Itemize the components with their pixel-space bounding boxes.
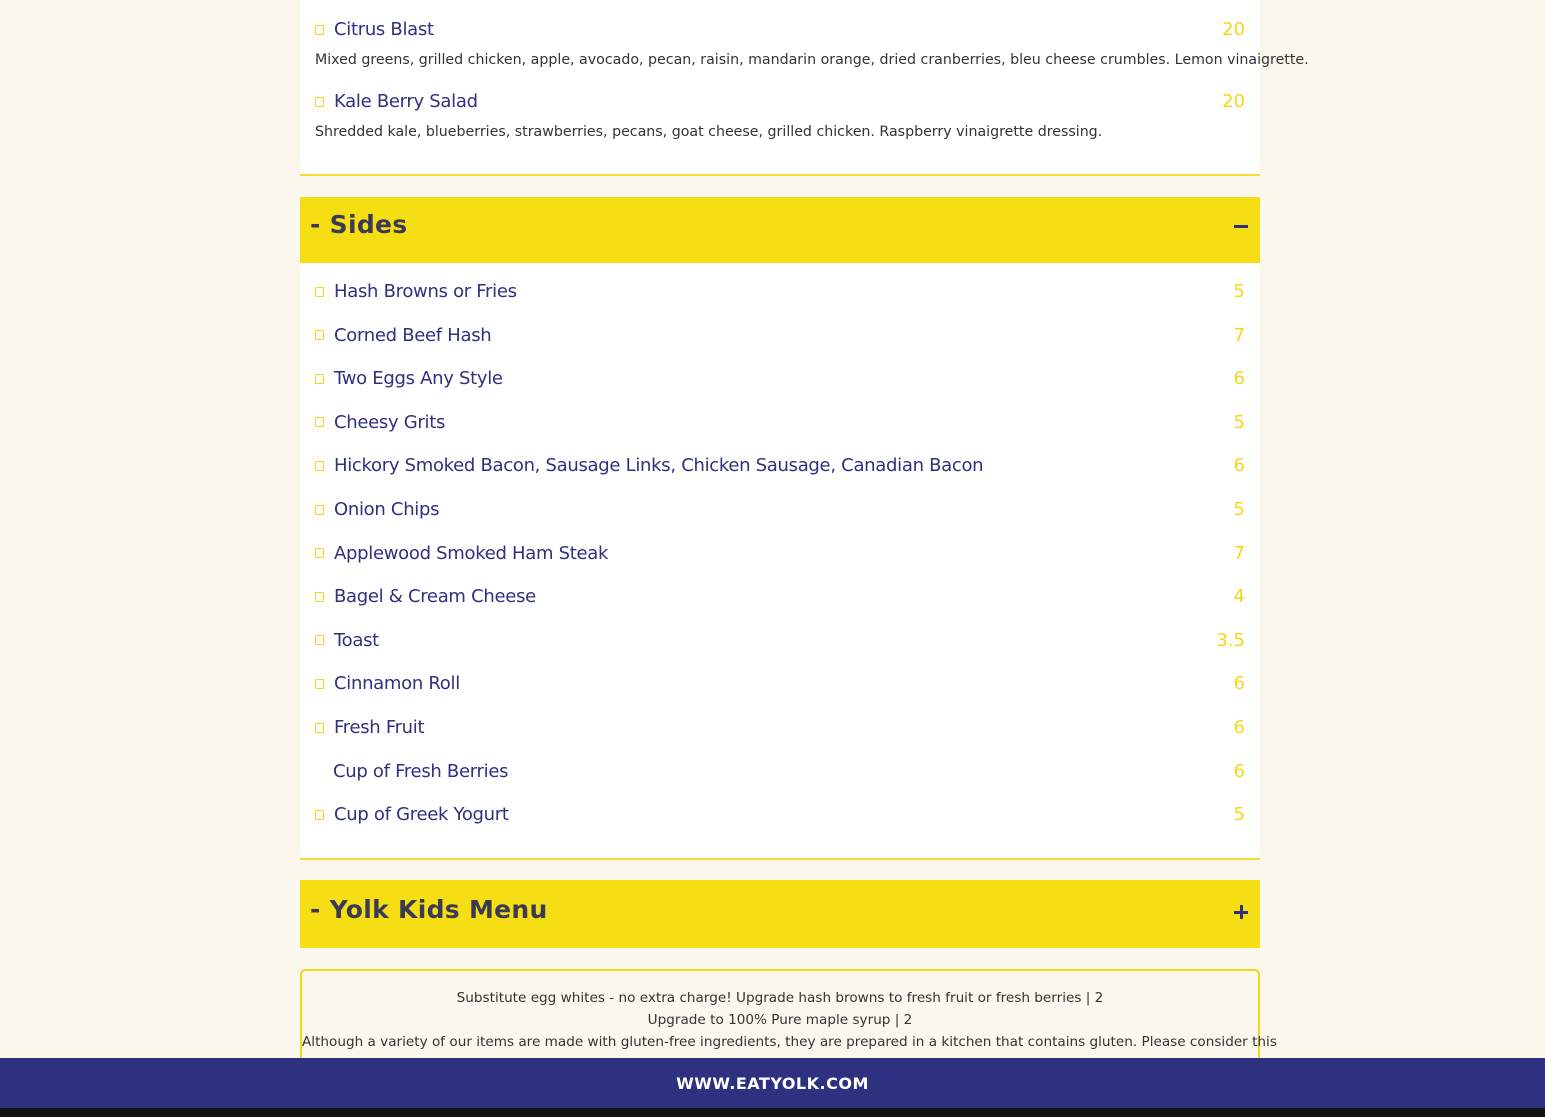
note-line: Substitute egg whites - no extra charge! Upgrade hash browns to fresh fruit or fresh berries | 2 bbox=[456, 990, 1104, 1006]
item-price: 5 bbox=[1233, 804, 1245, 826]
section-title: - Sides bbox=[310, 210, 408, 239]
item-description: Mixed greens, grilled chicken, apple, avocado, pecan, raisin, mandarin orange, dried cranberries, bleu cheese crumbles. Lemon vinaigrette. bbox=[315, 52, 1309, 68]
item-name: Cinnamon Roll bbox=[334, 673, 460, 695]
item-price: 20 bbox=[1222, 91, 1245, 112]
side-item[interactable] bbox=[315, 325, 1245, 346]
item-name: Toast bbox=[334, 629, 379, 651]
side-item[interactable] bbox=[315, 281, 1245, 302]
item-price: 5 bbox=[1233, 499, 1245, 520]
item-price: 4 bbox=[1233, 586, 1245, 608]
minus-icon[interactable] bbox=[1234, 219, 1248, 233]
menu-item-kale-berry-salad[interactable] bbox=[315, 91, 1245, 112]
checkbox-icon[interactable] bbox=[315, 505, 324, 515]
item-name: Hickory Smoked Bacon, Sausage Links, Chicken Sausage, Canadian Bacon bbox=[334, 455, 984, 477]
checkbox-icon[interactable] bbox=[315, 810, 324, 820]
note-line: Upgrade to 100% Pure maple syrup | 2 bbox=[647, 1012, 913, 1028]
item-name: Onion Chips bbox=[334, 499, 440, 520]
kids-section-header[interactable] bbox=[300, 880, 1260, 948]
salads-panel bbox=[300, 0, 1309, 174]
checkbox-icon[interactable] bbox=[315, 287, 324, 297]
item-price: 7 bbox=[1233, 542, 1245, 564]
item-price: 5 bbox=[1233, 281, 1245, 302]
sides-section-header[interactable] bbox=[300, 197, 1260, 263]
section-title: - Yolk Kids Menu bbox=[310, 895, 548, 924]
side-item[interactable] bbox=[315, 673, 1245, 694]
item-price: 6 bbox=[1233, 673, 1245, 695]
checkbox-icon[interactable] bbox=[315, 330, 324, 340]
checkbox-icon[interactable] bbox=[315, 548, 324, 558]
checkbox-icon[interactable] bbox=[315, 635, 324, 645]
side-item[interactable] bbox=[315, 804, 1245, 825]
item-price: 6 bbox=[1233, 368, 1245, 390]
item-name: Applewood Smoked Ham Steak bbox=[334, 542, 609, 564]
item-name: Kale Berry Salad bbox=[334, 91, 478, 112]
item-description: Shredded kale, blueberries, strawberries, pecans, goat cheese, grilled chicken. Raspberry vinaigrette dressing. bbox=[315, 124, 1103, 140]
checkbox-icon[interactable] bbox=[315, 592, 324, 602]
footer-bar bbox=[0, 1058, 1545, 1108]
item-name: Corned Beef Hash bbox=[334, 324, 492, 346]
side-item[interactable] bbox=[315, 717, 1245, 738]
side-item[interactable] bbox=[315, 455, 1245, 476]
item-price: 6 bbox=[1233, 717, 1245, 738]
item-price: 6 bbox=[1233, 760, 1245, 782]
checkbox-icon[interactable] bbox=[315, 417, 324, 427]
item-name: Cup of Fresh Berries bbox=[333, 760, 509, 782]
checkbox-icon[interactable] bbox=[315, 679, 324, 689]
side-item[interactable] bbox=[315, 368, 1245, 389]
item-name: Two Eggs Any Style bbox=[334, 368, 503, 390]
side-item[interactable] bbox=[315, 499, 1245, 520]
item-name: Fresh Fruit bbox=[334, 717, 425, 738]
item-price: 20 bbox=[1222, 19, 1245, 40]
side-item[interactable] bbox=[315, 761, 1245, 782]
checkbox-icon[interactable] bbox=[315, 25, 324, 35]
item-price: 7 bbox=[1233, 324, 1245, 346]
website-link[interactable]: WWW.EATYOLK.COM bbox=[676, 1073, 869, 1093]
side-item[interactable] bbox=[315, 586, 1245, 607]
item-name: Hash Browns or Fries bbox=[334, 281, 517, 302]
plus-icon[interactable] bbox=[1234, 905, 1248, 919]
item-name: Citrus Blast bbox=[334, 19, 434, 40]
item-name: Cup of Greek Yogurt bbox=[334, 804, 509, 826]
checkbox-icon[interactable] bbox=[315, 374, 324, 384]
side-item[interactable] bbox=[315, 412, 1245, 433]
sides-panel bbox=[300, 263, 1260, 858]
checkbox-icon[interactable] bbox=[315, 461, 324, 471]
menu-column bbox=[300, 0, 1309, 948]
item-name: Bagel & Cream Cheese bbox=[334, 586, 536, 608]
note-line: Although a variety of our items are made with gluten-free ingredients, they are prepared in a kitchen that contains gluten. Please consider this bbox=[302, 1034, 1277, 1050]
side-item[interactable] bbox=[315, 543, 1245, 564]
item-price: 3.5 bbox=[1216, 629, 1245, 651]
item-name: Cheesy Grits bbox=[334, 411, 446, 433]
bottom-strip bbox=[0, 1108, 1545, 1117]
item-price: 6 bbox=[1233, 455, 1245, 477]
item-price: 5 bbox=[1233, 411, 1245, 433]
side-item[interactable] bbox=[315, 630, 1245, 651]
menu-item-citrus-blast[interactable] bbox=[315, 19, 1245, 40]
checkbox-icon[interactable] bbox=[315, 97, 324, 107]
checkbox-icon[interactable] bbox=[315, 723, 324, 733]
